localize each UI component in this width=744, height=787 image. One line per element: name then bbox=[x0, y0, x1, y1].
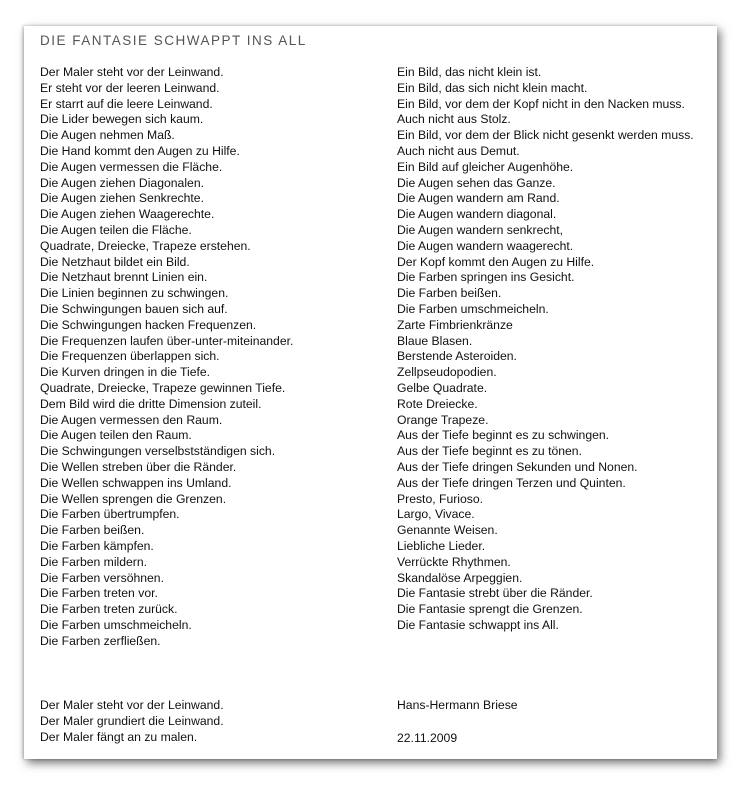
poem-line: Der Kopf kommt den Augen zu Hilfe. bbox=[397, 254, 595, 269]
poem-line: Ein Bild, das nicht klein ist. bbox=[397, 65, 542, 79]
poem-line: Die Schwingungen verselbstständigen sich. bbox=[40, 444, 276, 459]
poem-line: Er steht vor der leeren Leinwand. bbox=[40, 80, 220, 95]
poem-line: Er starrt auf die leere Leinwand. bbox=[40, 96, 213, 111]
poem-line: Der Maler fängt an zu malen. bbox=[40, 729, 198, 744]
poem-line: Orange Trapeze. bbox=[397, 412, 489, 427]
poem-line: Die Fantasie sprengt die Grenzen. bbox=[397, 602, 583, 617]
poem-line: Die Schwingungen bauen sich auf. bbox=[40, 301, 228, 316]
poem-line: Auch nicht aus Stolz. bbox=[397, 112, 511, 127]
poem-line: Genannte Weisen. bbox=[397, 523, 498, 538]
poem-line: Gelbe Quadrate. bbox=[397, 380, 488, 395]
poem-line: Die Frequenzen laufen über-unter-miteinander. bbox=[40, 333, 294, 348]
poem-line: Aus der Tiefe dringen Sekunden und Nonen. bbox=[397, 459, 638, 474]
poem-line: Die Augen sehen das Ganze. bbox=[397, 175, 556, 190]
poem-line: Die Augen ziehen Waagerechte. bbox=[40, 207, 215, 222]
right-stanza-column bbox=[397, 65, 694, 634]
poem-line: Zarte Fimbrienkränze bbox=[397, 317, 513, 332]
poem-line: Quadrate, Dreiecke, Trapeze erstehen. bbox=[40, 238, 251, 253]
poem-line: Die Augen ziehen Senkrechte. bbox=[40, 191, 204, 206]
author-name: Hans-Hermann Briese bbox=[397, 698, 518, 712]
poem-line: Rote Dreiecke. bbox=[397, 396, 478, 411]
poem-line: Aus der Tiefe beginnt es zu schwingen. bbox=[397, 428, 610, 443]
poem-line: Die Augen vermessen den Raum. bbox=[40, 412, 223, 427]
poem-line: Der Maler steht vor der Leinwand. bbox=[40, 698, 224, 712]
poem-line: Die Augen wandern diagonal. bbox=[397, 207, 557, 222]
poem-line: Ein Bild auf gleicher Augenhöhe. bbox=[397, 159, 574, 174]
poem-line: Die Fantasie strebt über die Ränder. bbox=[397, 586, 593, 601]
poem-line: Quadrate, Dreiecke, Trapeze gewinnen Tiefe. bbox=[40, 380, 286, 395]
poem-line: Die Linien beginnen zu schwingen. bbox=[40, 286, 229, 301]
poem-line: Der Maler grundiert die Leinwand. bbox=[40, 713, 224, 728]
poem-line: Die Farben übertrumpfen. bbox=[40, 507, 180, 522]
poem-line: Largo, Vivace. bbox=[397, 507, 475, 522]
poem-line: Die Augen wandern senkrecht, bbox=[397, 222, 563, 237]
poem-line: Die Farben beißen. bbox=[40, 523, 145, 538]
poem-line: Berstende Asteroiden. bbox=[397, 349, 517, 364]
poem-line: Die Augen wandern waagerecht. bbox=[397, 238, 574, 253]
poem-line: Dem Bild wird die dritte Dimension zuteil. bbox=[40, 396, 262, 411]
poem-line: Die Farben beißen. bbox=[397, 286, 502, 301]
poem-line: Die Fantasie schwappt ins All. bbox=[397, 617, 559, 632]
poem-title: DIE FANTASIE SCHWAPPT INS ALL bbox=[40, 33, 307, 48]
poem-line: Die Netzhaut brennt Linien ein. bbox=[40, 270, 208, 285]
poem-line: Skandalöse Arpeggien. bbox=[397, 570, 523, 585]
poem-line: Die Wellen streben über die Ränder. bbox=[40, 459, 237, 474]
poem-line: Die Augen nehmen Maß. bbox=[40, 128, 175, 143]
poem-line: Die Wellen schwappen ins Umland. bbox=[40, 475, 232, 490]
poem-line: Die Augen wandern am Rand. bbox=[397, 191, 560, 206]
poem-line: Die Farben umschmeicheln. bbox=[40, 617, 192, 632]
poem-line: Die Wellen sprengen die Grenzen. bbox=[40, 491, 227, 506]
poem-line: Die Farben kämpfen. bbox=[40, 538, 154, 553]
poem-line: Die Frequenzen überlappen sich. bbox=[40, 349, 220, 364]
poem-page bbox=[24, 26, 717, 759]
poem-line: Die Schwingungen hacken Frequenzen. bbox=[40, 317, 257, 332]
left-stanza-column bbox=[40, 65, 293, 649]
poem-line: Blaue Blasen. bbox=[397, 333, 473, 348]
poem-line: Die Farben mildern. bbox=[40, 554, 148, 569]
poem-line: Ein Bild, das sich nicht klein macht. bbox=[397, 80, 588, 95]
poem-line: Aus der Tiefe dringen Terzen und Quinten. bbox=[397, 475, 626, 490]
poem-line: Aus der Tiefe beginnt es zu tönen. bbox=[397, 444, 582, 459]
poem-line: Die Augen teilen die Fläche. bbox=[40, 222, 192, 237]
poem-line: Die Farben springen ins Gesicht. bbox=[397, 270, 575, 285]
poem-line: Die Farben zerfließen. bbox=[40, 633, 161, 648]
poem-line: Die Farben treten vor. bbox=[40, 586, 158, 601]
poem-line: Auch nicht aus Demut. bbox=[397, 143, 520, 158]
poem-line: Presto, Furioso. bbox=[397, 491, 484, 506]
poem-line: Die Augen teilen den Raum. bbox=[40, 428, 192, 443]
ending-stanza bbox=[40, 698, 224, 745]
poem-line: Der Maler steht vor der Leinwand. bbox=[40, 65, 224, 79]
poem-date: 22.11.2009 bbox=[397, 731, 458, 745]
poem-line: Die Lider bewegen sich kaum. bbox=[40, 112, 204, 127]
poem-line: Die Kurven dringen in die Tiefe. bbox=[40, 365, 211, 380]
poem-line: Zellpseudopodien. bbox=[397, 365, 497, 380]
poem-line: Die Augen ziehen Diagonalen. bbox=[40, 175, 204, 190]
poem-line: Die Hand kommt den Augen zu Hilfe. bbox=[40, 143, 240, 158]
poem-line: Die Farben treten zurück. bbox=[40, 602, 178, 617]
poem-line: Die Farben versöhnen. bbox=[40, 570, 164, 585]
poem-line: Ein Bild, vor dem der Blick nicht gesenkt werden muss. bbox=[397, 128, 694, 143]
poem-line: Verrückte Rhythmen. bbox=[397, 554, 511, 569]
poem-line: Die Augen vermessen die Fläche. bbox=[40, 159, 223, 174]
poem-line: Ein Bild, vor dem der Kopf nicht in den Nacken muss. bbox=[397, 96, 685, 111]
poem-line: Die Netzhaut bildet ein Bild. bbox=[40, 254, 190, 269]
poem-line: Die Farben umschmeicheln. bbox=[397, 301, 549, 316]
poem-line: Liebliche Lieder. bbox=[397, 538, 486, 553]
